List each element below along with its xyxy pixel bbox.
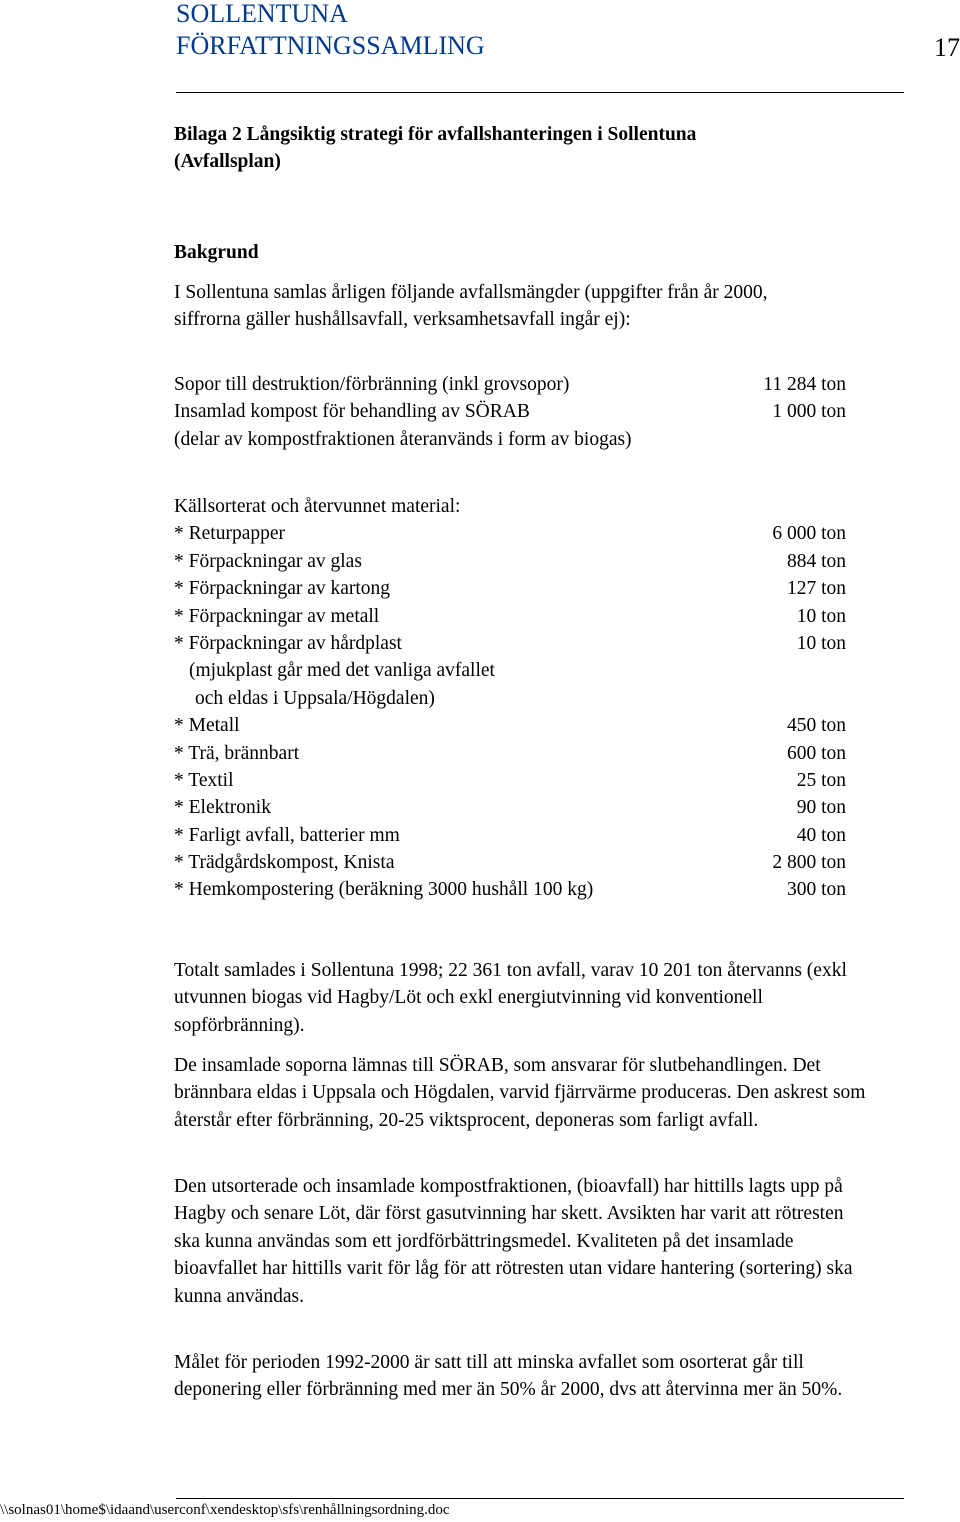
item-amount: 6 000 ton [772,523,846,545]
intro-line-1: I Sollentuna samlas årligen följande avfallsmängder (uppgifter från år 2000, [174,282,768,303]
list-item [174,630,846,657]
list-item [174,767,846,794]
header-title [176,0,485,62]
list-item-note [174,657,846,684]
item-label: * Förpackningar av metall [174,605,380,627]
list-item [174,712,846,739]
item-label: Insamlad kompost för behandling av SÖRAB [174,401,530,423]
list-item [174,876,846,903]
waste-amount-list [174,371,846,453]
item-label: och eldas i Uppsala/Högdalen) [195,687,435,709]
list-item [174,426,846,453]
page-number: 17 [934,33,960,62]
sorted-material-list [174,493,846,904]
header-title-line-1: SOLLENTUNA [176,0,348,28]
item-amount: 884 ton [786,550,846,572]
item-amount: 40 ton [796,824,846,846]
appendix-heading-line-2: (Avfallsplan) [174,151,281,173]
item-label: Sopor till destruktion/förbränning (inkl grovsopor) [174,374,570,395]
intro-line-2: siffrorna gäller hushållsavfall, verksamhetsavfall ingår ej): [174,309,631,331]
paragraph-text: De insamlade soporna lämnas till SÖRAB, som ansvarar för slutbehandlingen. Det brännbara eldas i Uppsala och Högdalen, varvid fjärrvärme produceras. Den askrest som återstår efter förbränning, 20-25 viktsprocent, deponeras som farligt avfall. [174,1055,866,1131]
item-label: * Textil [174,769,234,791]
item-amount: 90 ton [796,797,846,819]
list-item [174,575,846,602]
item-label: (delar av kompostfraktionen återanvänds i form av biogas) [174,428,632,450]
item-label: * Elektronik [174,797,271,819]
list-item [174,398,846,425]
item-amount: 127 ton [786,578,846,600]
section-title-bakgrund: Bakgrund [174,242,259,263]
item-label: * Metall [174,715,240,737]
item-label: * Trä, brännbart [174,742,300,764]
list-item [174,371,846,398]
paragraph-sorab [174,1052,874,1134]
paragraph-goal [174,1349,874,1404]
paragraph-text: Målet för perioden 1992-2000 är satt till att minska avfallet som osorterat går till deponering eller förbränning med mer än 50% år 2000, dvs att återvinna mer än 50%. [174,1352,843,1401]
item-amount: 10 ton [796,632,846,654]
item-amount: 10 ton [796,605,846,627]
footer-divider [176,1498,904,1499]
item-amount: 300 ton [786,879,846,901]
item-amount: 11 284 ton [763,374,846,395]
item-amount: 600 ton [786,742,846,764]
page-header [176,0,960,66]
list-item [174,520,846,547]
item-label: * Returpapper [174,523,286,545]
header-title-line-2: FÖRFATTNINGSSAMLING [176,31,485,60]
list-item [174,603,846,630]
item-label: * Farligt avfall, batterier mm [174,824,400,846]
item-label: * Hemkompostering (beräkning 3000 hushåll 100 kg) [174,879,594,901]
item-label: * Förpackningar av glas [174,550,362,572]
list-item [174,794,846,821]
sorted-list-title: Källsorterat och återvunnet material: [174,496,461,517]
paragraph-text: Totalt samlades i Sollentuna 1998; 22 361 ton avfall, varav 10 201 ton återvanns (exkl utvunnen biogas vid Hagby/Löt och exkl energiutvinning vid konventionell sopförbränning). [174,960,847,1036]
paragraph-compost [174,1173,874,1310]
item-amount: 2 800 ton [772,852,846,874]
item-amount: 450 ton [786,715,846,737]
item-label: (mjukplast går med det vanliga avfallet [189,660,495,682]
appendix-heading [174,121,696,176]
item-amount: 1 000 ton [772,401,846,423]
item-label: * Förpackningar av hårdplast [174,632,402,654]
item-amount: 25 ton [796,769,846,791]
paragraph-total [174,957,874,1039]
item-label: * Trädgårdskompost, Knista [174,852,395,874]
list-item [174,740,846,767]
footer-file-path: \\solnas01\home$\idaand\userconf\xendesktop\sfs\renhållningsordning.doc [0,1502,450,1518]
list-item [174,822,846,849]
item-label: * Förpackningar av kartong [174,578,391,600]
header-divider [176,92,904,93]
paragraph-text: Den utsorterade och insamlade kompostfraktionen, (bioavfall) har hittills lagts upp på Hagby och senare Löt, där först gasutvinning har skett. Avsikten har varit att rötresten ska kunna användas som ett jordförbättringsmedel. Kvaliteten på det insamlade bioavfallet har hittills varit för låg för att rötresten utan vidare hantering (sortering) ska kunna användas. [174,1176,853,1307]
intro-text [174,279,767,334]
list-item-note [174,685,846,712]
appendix-heading-line-1: Bilaga 2 Långsiktig strategi för avfallshanteringen i Sollentuna [174,124,697,145]
list-item [174,849,846,876]
list-item [174,548,846,575]
